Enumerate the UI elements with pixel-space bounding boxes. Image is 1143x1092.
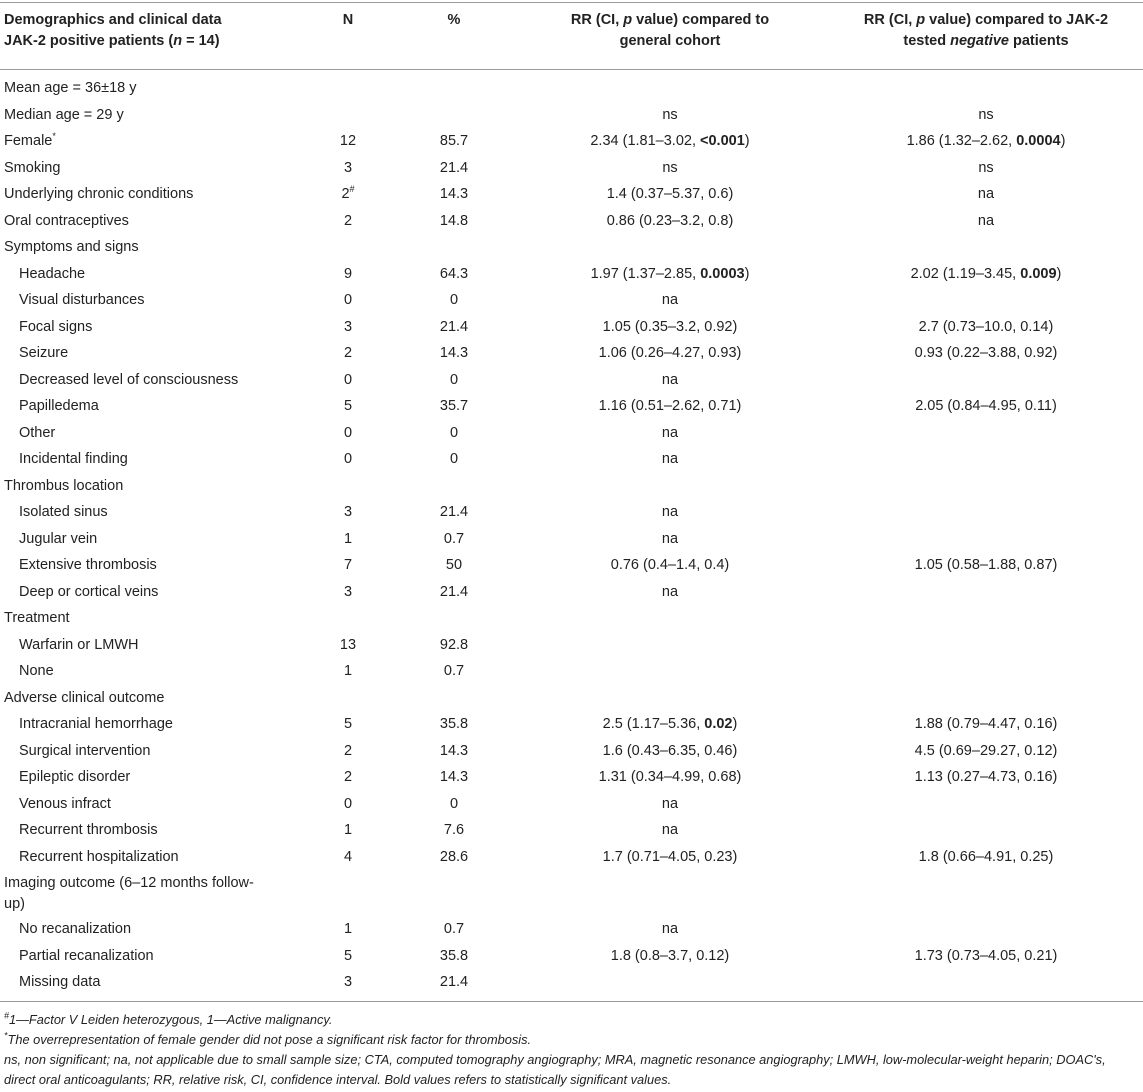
header-rule: [0, 69, 1143, 70]
row-n: 3: [343, 159, 353, 176]
row-percent: 28.6: [439, 848, 469, 865]
row-rr-general: 1.7 (0.71–4.05, 0.23): [602, 848, 738, 865]
row-rr-general: na: [661, 424, 679, 441]
row-label: Other: [19, 424, 56, 441]
row-percent: 35.7: [439, 398, 469, 414]
row-n: 2#: [341, 184, 355, 202]
table-row: [0, 128, 1143, 155]
row-percent: 21.4: [439, 504, 469, 520]
row-label: Treatment: [4, 610, 70, 626]
row-label: Headache: [19, 265, 86, 282]
row-label: Decreased level of consciousness: [19, 371, 239, 388]
row-label: Intracranial hemorrhage: [19, 716, 173, 732]
row-percent: 14.3: [439, 742, 469, 759]
table-row: [0, 287, 1143, 314]
row-percent: 0.7: [443, 663, 465, 679]
row-label: Median age = 29 y: [4, 106, 124, 123]
row-percent: 14.3: [439, 769, 469, 785]
row-rr-negative: 1.86 (1.32–2.62, 0.0004): [906, 133, 1066, 149]
row-n: 0: [343, 371, 353, 388]
table-row: [0, 446, 1143, 473]
footnote-3: ns, non significant; na, not applicable due to small sample size; CTA, computed tomography angiography; MRA, magnetic resonance angiography; LMWH, low-molecular-weight heparin; DOAC's, direct oral anticoagulants; RR, relative risk, CI, confidence interval. Bold values refers to statistically significant values.: [4, 1052, 1106, 1087]
row-label: Epileptic disorder: [19, 769, 131, 785]
row-rr-general: 2.5 (1.17–5.36, 0.02): [602, 716, 738, 732]
row-label: Thrombus location: [4, 477, 124, 494]
top-rule: [0, 2, 1143, 3]
table-row: [0, 155, 1143, 182]
table-row: [0, 526, 1143, 553]
footnotes: [4, 1010, 1139, 1090]
row-label: Venous infract: [19, 795, 111, 812]
row-percent: 14.3: [439, 345, 469, 361]
row-rr-negative: 1.88 (0.79–4.47, 0.16): [914, 716, 1058, 732]
row-percent: 0: [449, 292, 459, 308]
row-rr-general: na: [661, 795, 679, 812]
table-row: [0, 870, 1143, 916]
row-n: 0: [343, 424, 353, 441]
row-label: Female*: [4, 131, 56, 149]
row-n: 0: [343, 451, 353, 467]
row-label: Surgical intervention: [19, 742, 151, 759]
row-rr-general: na: [661, 822, 679, 838]
row-percent: 35.8: [439, 947, 469, 964]
row-rr-general: na: [661, 292, 679, 308]
row-rr-negative: 1.73 (0.73–4.05, 0.21): [914, 947, 1058, 964]
table-row: [0, 208, 1143, 235]
row-rr-general: 1.6 (0.43–6.35, 0.46): [602, 742, 738, 759]
table-row: [0, 817, 1143, 844]
table-row: [0, 340, 1143, 367]
row-rr-negative: 2.05 (0.84–4.95, 0.11): [915, 398, 1057, 414]
row-label: Mean age = 36±18 y: [4, 80, 137, 96]
table-body: [0, 75, 1143, 996]
row-percent: 85.7: [439, 133, 469, 149]
row-label: Jugular vein: [19, 530, 98, 547]
row-rr-general: 0.76 (0.4–1.4, 0.4): [610, 557, 730, 573]
row-rr-general: na: [661, 921, 679, 937]
row-n: 1: [343, 822, 353, 838]
bottom-rule: [0, 1001, 1143, 1002]
table-row: [0, 552, 1143, 579]
row-n: 9: [343, 265, 353, 282]
row-rr-negative: 4.5 (0.69–29.27, 0.12): [914, 742, 1058, 759]
row-label: No recanalization: [19, 921, 132, 937]
row-rr-negative: ns: [978, 159, 994, 176]
row-label: None: [19, 663, 54, 679]
row-percent: 0.7: [443, 530, 465, 547]
table-row: [0, 658, 1143, 685]
table-row: [0, 916, 1143, 943]
row-label: Recurrent thrombosis: [19, 822, 158, 838]
row-label: Imaging outcome (6–12 months follow-up): [4, 875, 254, 912]
table-row: [0, 75, 1143, 102]
row-label: Missing data: [19, 974, 101, 990]
row-n: 2: [343, 769, 353, 785]
row-percent: 0: [449, 795, 459, 812]
row-n: 12: [339, 133, 357, 149]
header-col-demographics: Demographics and clinical data JAK-2 positive patients (n = 14): [4, 12, 222, 49]
table-row: [0, 579, 1143, 606]
table-row: [0, 234, 1143, 261]
row-n: 7: [343, 557, 353, 573]
row-label: Deep or cortical veins: [19, 583, 159, 600]
header-col-percent: %: [447, 12, 461, 28]
row-label: Extensive thrombosis: [19, 557, 157, 573]
row-percent: 14.3: [439, 186, 469, 202]
row-percent: 0: [449, 424, 459, 441]
row-rr-general: 1.97 (1.37–2.85, 0.0003): [590, 265, 750, 282]
row-n: 1: [343, 663, 353, 679]
table-row: [0, 969, 1143, 996]
row-percent: 0: [449, 451, 459, 467]
row-rr-negative: 1.05 (0.58–1.88, 0.87): [914, 557, 1058, 573]
table-row: [0, 764, 1143, 791]
row-rr-general: 1.06 (0.26–4.27, 0.93): [598, 345, 742, 361]
row-rr-general: 1.8 (0.8–3.7, 0.12): [610, 947, 730, 964]
row-rr-general: na: [661, 504, 679, 520]
row-rr-negative: ns: [978, 106, 994, 123]
row-n: 2: [343, 212, 353, 229]
row-label: Isolated sinus: [19, 504, 108, 520]
table-row: [0, 943, 1143, 970]
row-n: 5: [343, 398, 353, 414]
row-rr-general: na: [661, 451, 679, 467]
row-label: Seizure: [19, 345, 69, 361]
row-label: Papilledema: [19, 398, 99, 414]
row-label: Incidental finding: [19, 451, 128, 467]
row-n: 3: [343, 583, 353, 600]
row-label: Symptoms and signs: [4, 239, 139, 255]
row-n: 3: [343, 974, 353, 990]
row-n: 0: [343, 292, 353, 308]
row-label: Oral contraceptives: [4, 212, 129, 229]
row-rr-general: 1.31 (0.34–4.99, 0.68): [598, 769, 742, 785]
row-percent: 21.4: [439, 583, 469, 600]
row-percent: 21.4: [439, 159, 469, 176]
row-percent: 64.3: [439, 265, 469, 282]
row-label: Adverse clinical outcome: [4, 689, 165, 706]
row-rr-negative: na: [977, 212, 995, 229]
table-row: [0, 314, 1143, 341]
row-percent: 21.4: [439, 318, 469, 335]
footnote-2: *The overrepresentation of female gender did not pose a significant risk factor for thrombosis.: [4, 1030, 532, 1047]
row-n: 2: [343, 345, 353, 361]
table-row: [0, 393, 1143, 420]
row-n: 0: [343, 795, 353, 812]
row-percent: 50: [445, 557, 463, 573]
row-rr-general: na: [661, 530, 679, 547]
row-label: Focal signs: [19, 318, 93, 335]
table-row: [0, 499, 1143, 526]
header-col-rr-negative: RR (CI, p value) compared to JAK-2 tested negative patients: [863, 12, 1109, 49]
row-rr-negative: 2.02 (1.19–3.45, 0.009): [910, 265, 1062, 282]
row-rr-general: 2.34 (1.81–3.02, <0.001): [590, 133, 750, 149]
row-n: 5: [343, 716, 353, 732]
table-row: [0, 738, 1143, 765]
row-rr-negative: 1.8 (0.66–4.91, 0.25): [918, 848, 1054, 865]
row-n: 13: [339, 636, 357, 653]
header-col-n: N: [342, 12, 354, 28]
row-percent: 0: [449, 371, 459, 388]
row-percent: 92.8: [439, 636, 469, 653]
row-rr-general: 1.05 (0.35–3.2, 0.92): [602, 318, 738, 335]
table-row: [0, 711, 1143, 738]
row-rr-negative: 2.7 (0.73–10.0, 0.14): [918, 318, 1054, 335]
table-row: [0, 473, 1143, 500]
row-percent: 21.4: [439, 974, 469, 990]
row-n: 1: [343, 530, 353, 547]
row-n: 3: [343, 504, 353, 520]
row-rr-general: 1.4 (0.37–5.37, 0.6): [606, 186, 734, 202]
row-rr-negative: 1.13 (0.27–4.73, 0.16): [914, 769, 1058, 785]
row-label: Visual disturbances: [19, 292, 145, 308]
row-percent: 7.6: [443, 822, 465, 838]
row-label: Warfarin or LMWH: [19, 636, 139, 653]
row-n: 3: [343, 318, 353, 335]
row-rr-negative: 0.93 (0.22–3.88, 0.92): [914, 345, 1058, 361]
row-n: 2: [343, 742, 353, 759]
row-percent: 35.8: [439, 716, 469, 732]
table-row: [0, 181, 1143, 208]
table-row: [0, 261, 1143, 288]
row-label: Smoking: [4, 159, 61, 176]
row-label: Partial recanalization: [19, 947, 154, 964]
table-row: [0, 685, 1143, 712]
row-n: 5: [343, 947, 353, 964]
table-row: [0, 605, 1143, 632]
row-n: 1: [343, 921, 353, 937]
table-row: [0, 420, 1143, 447]
row-rr-negative: na: [977, 186, 995, 202]
table-row: [0, 632, 1143, 659]
row-rr-general: ns: [662, 159, 678, 176]
table-row: [0, 844, 1143, 871]
row-rr-general: 0.86 (0.23–3.2, 0.8): [606, 212, 734, 229]
row-rr-general: ns: [662, 106, 678, 123]
row-label: Recurrent hospitalization: [19, 848, 179, 865]
row-n: 4: [343, 848, 353, 865]
row-rr-general: na: [661, 583, 679, 600]
row-rr-general: na: [661, 371, 679, 388]
header-col-rr-general: RR (CI, p value) compared to general cohort: [570, 12, 770, 49]
row-rr-general: 1.16 (0.51–2.62, 0.71): [598, 398, 742, 414]
row-label: Underlying chronic conditions: [4, 186, 194, 202]
row-percent: 0.7: [443, 921, 465, 937]
row-percent: 14.8: [439, 212, 469, 229]
footnote-1: #1—Factor V Leiden heterozygous, 1—Active malignancy.: [4, 1010, 333, 1027]
table-row: [0, 102, 1143, 129]
table-row: [0, 367, 1143, 394]
table-row: [0, 791, 1143, 818]
